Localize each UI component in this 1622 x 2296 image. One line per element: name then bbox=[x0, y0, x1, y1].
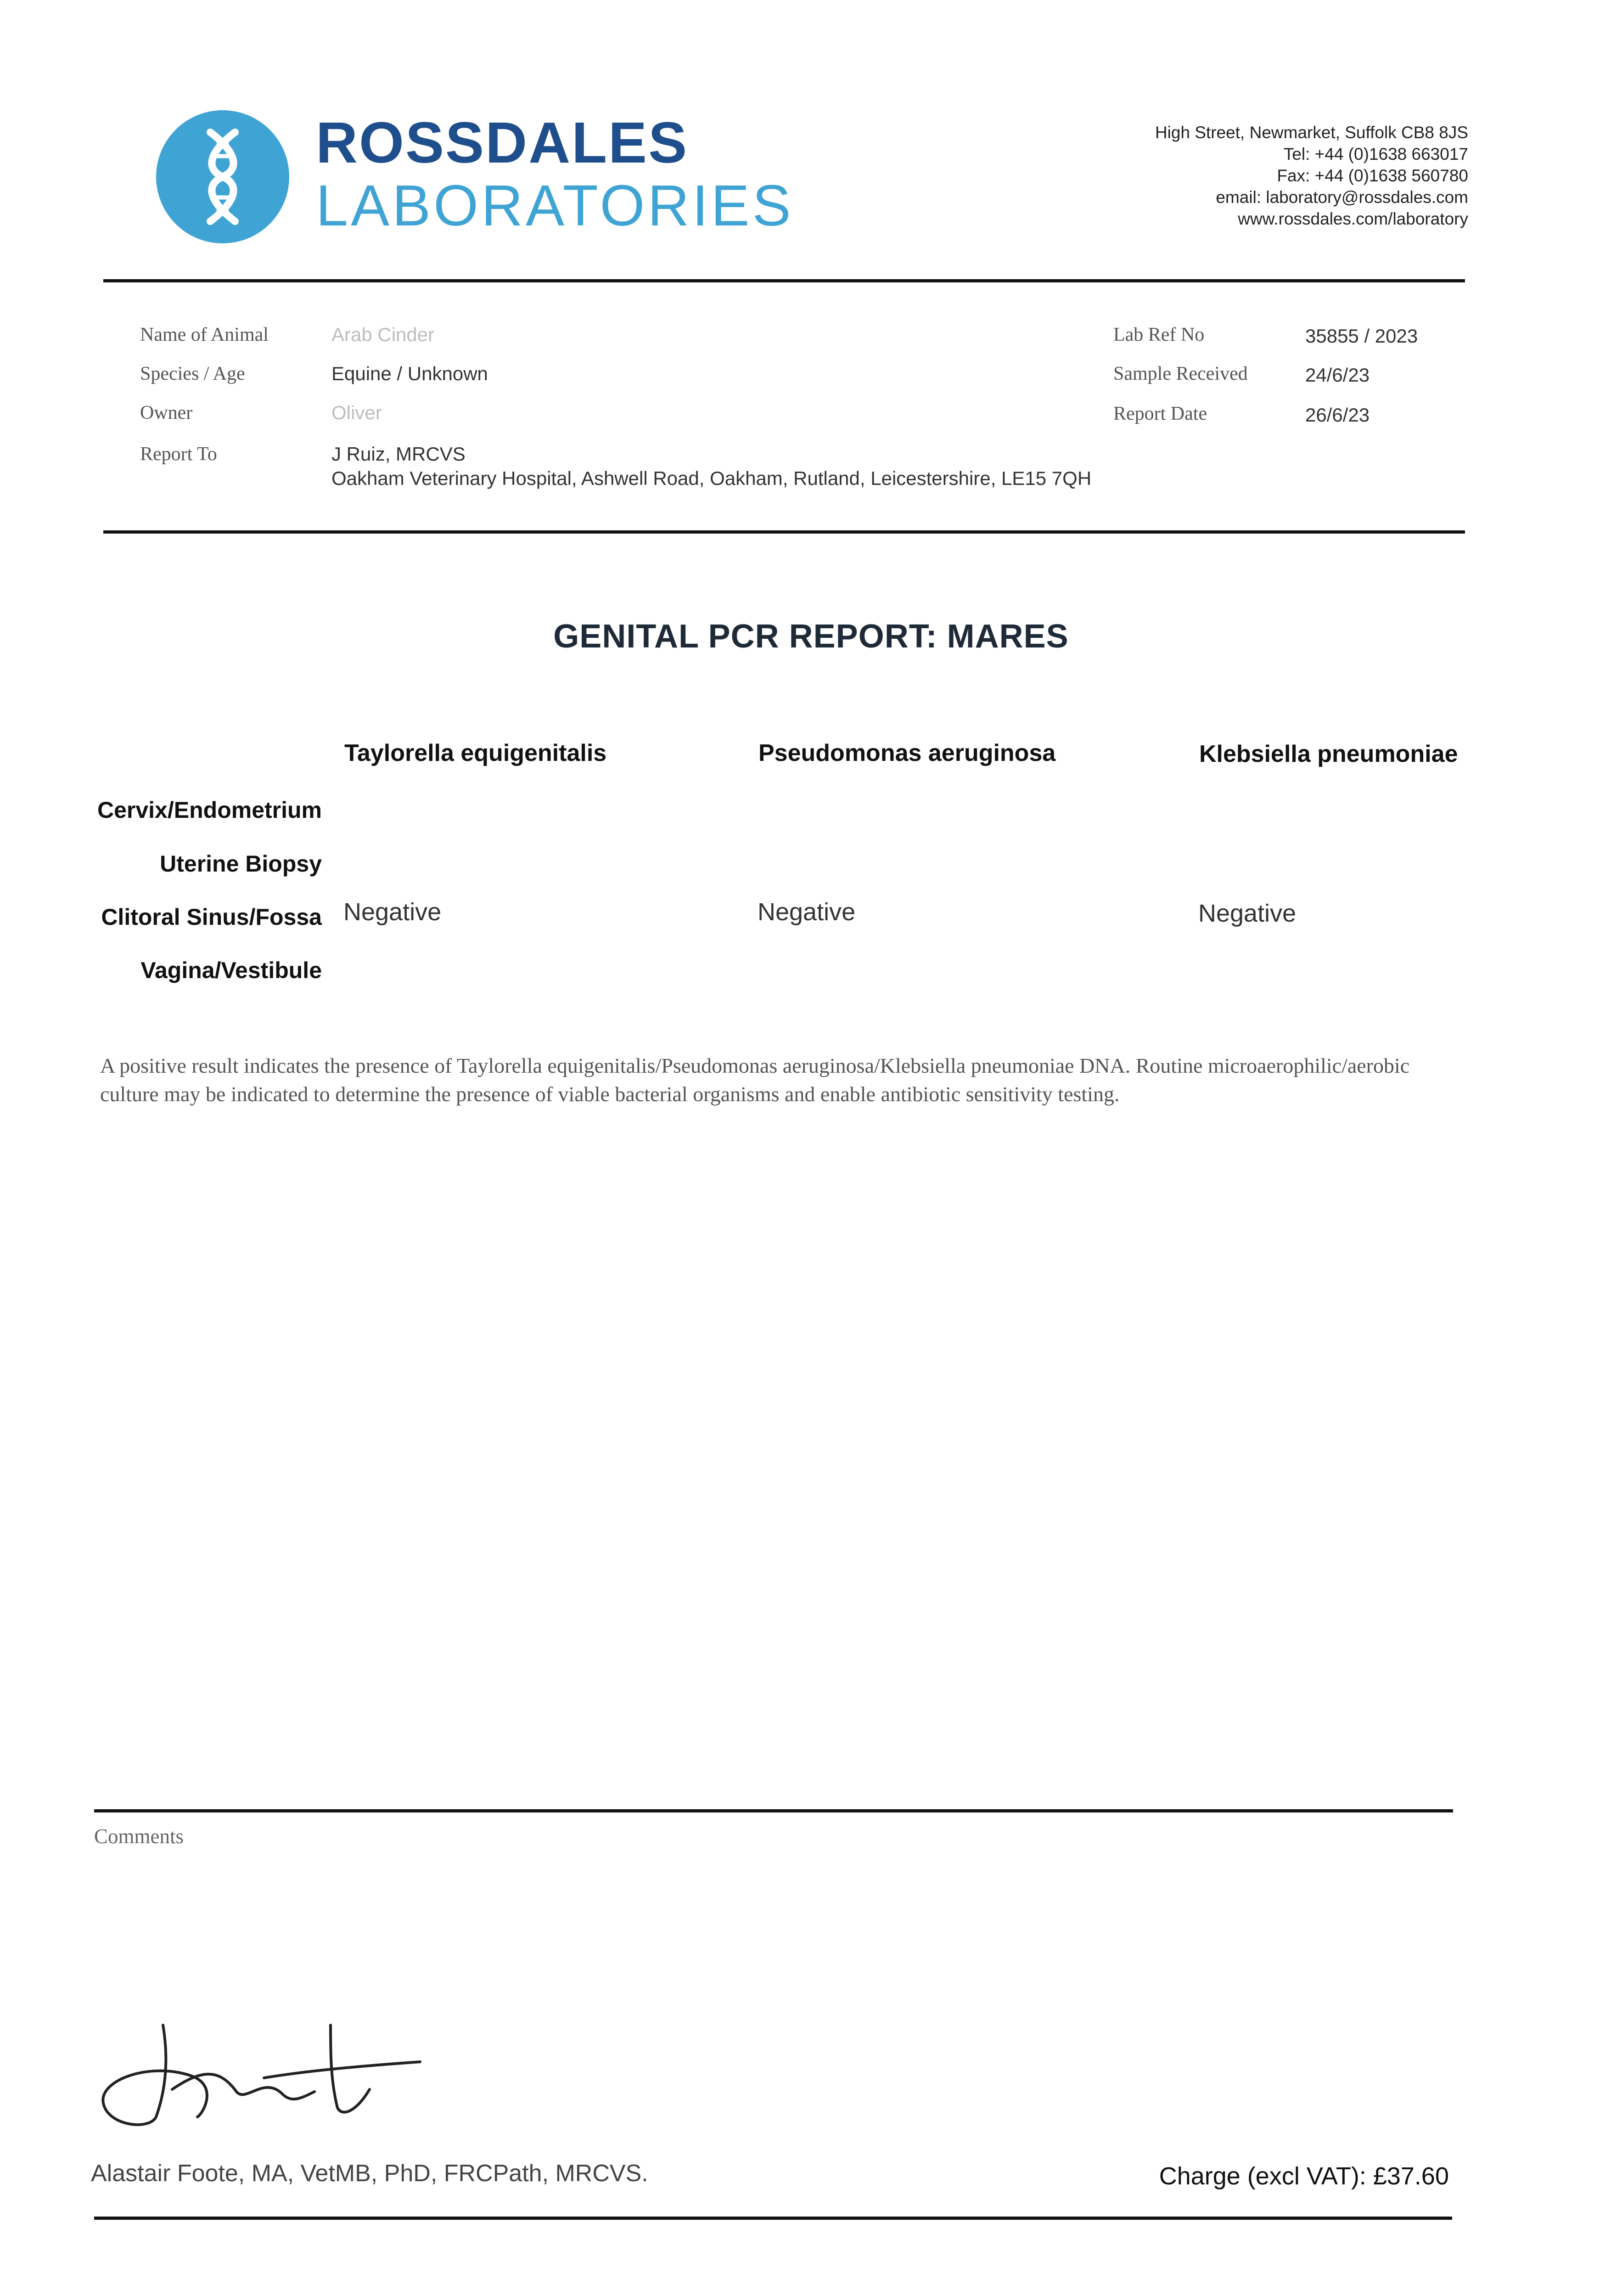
owner-label: Owner bbox=[140, 402, 193, 423]
report-to-address: Oakham Veterinary Hospital, Ashwell Road, Oakham, Rutland, Leicestershire, LE15 7QH bbox=[331, 467, 1092, 489]
signatory-name: Alastair Foote, MA, VetMB, PhD, FRCPath, MRCVS. bbox=[91, 2160, 648, 2187]
sample-received-label: Sample Received bbox=[1113, 363, 1248, 384]
dna-helix-graphic bbox=[156, 110, 289, 243]
result-clitoral-pseudomonas: Negative bbox=[758, 898, 856, 926]
report-to-recipient: J Ruiz, MRCVS bbox=[331, 443, 466, 465]
species-age-label: Species / Age bbox=[140, 363, 245, 384]
sample-received-value: 24/6/23 bbox=[1305, 364, 1370, 386]
column-header-klebsiella: Klebsiella pneumoniae bbox=[1199, 741, 1458, 767]
details-divider bbox=[103, 530, 1465, 534]
comments-label: Comments bbox=[94, 1825, 184, 1848]
column-header-pseudomonas: Pseudomonas aeruginosa bbox=[758, 740, 1056, 766]
lab-contact-block bbox=[1055, 122, 1468, 230]
row-label-vagina-vestibule: Vagina/Vestibule bbox=[140, 957, 322, 983]
lab-ref-value: 35855 / 2023 bbox=[1305, 325, 1418, 347]
result-clitoral-taylorella: Negative bbox=[343, 898, 442, 926]
lab-tel: Tel: +44 (0)1638 663017 bbox=[1283, 145, 1468, 163]
row-label-cervix-endometrium: Cervix/Endometrium bbox=[97, 797, 322, 823]
report-date-label: Report Date bbox=[1113, 403, 1207, 424]
dna-helix-icon bbox=[156, 110, 289, 243]
result-clitoral-klebsiella: Negative bbox=[1198, 900, 1296, 927]
report-title: GENITAL PCR REPORT: MARES bbox=[553, 618, 1069, 655]
name-of-animal-label: Name of Animal bbox=[140, 324, 269, 345]
comments-divider bbox=[94, 1809, 1453, 1812]
interpretation-note: A positive result indicates the presence of Taylorella equigenitalis/Pseudomonas aeruginosa/Klebsiella pneumoniae DNA. Routine microaerophilic/aerobic culture may be indicated to determine the presence of viable bacterial organisms and enable antibiotic sensitivity testing. bbox=[100, 1054, 1410, 1106]
lab-ref-label: Lab Ref No bbox=[1113, 324, 1205, 345]
name-of-animal-value: Arab Cinder bbox=[331, 324, 435, 345]
lab-website: www.rossdales.com/laboratory bbox=[1238, 209, 1468, 228]
row-label-clitoral-sinus-fossa: Clitoral Sinus/Fossa bbox=[101, 904, 322, 930]
species-age-value: Equine / Unknown bbox=[331, 363, 488, 384]
lab-address: High Street, Newmarket, Suffolk CB8 8JS bbox=[1155, 123, 1468, 142]
row-label-uterine-biopsy: Uterine Biopsy bbox=[160, 851, 322, 877]
owner-value: Oliver bbox=[331, 402, 382, 423]
handwritten-signature bbox=[99, 2011, 429, 2140]
header-divider bbox=[103, 279, 1465, 282]
brand-name-line2: LABORATORIES bbox=[316, 173, 794, 238]
report-to-label: Report To bbox=[140, 444, 217, 465]
report-date-value: 26/6/23 bbox=[1305, 404, 1370, 426]
brand-name-line1: ROSSDALES bbox=[316, 110, 689, 175]
lab-email: email: laboratory@rossdales.com bbox=[1216, 188, 1468, 207]
charge-amount: Charge (excl VAT): £37.60 bbox=[1159, 2162, 1449, 2190]
column-header-taylorella: Taylorella equigenitalis bbox=[344, 740, 607, 766]
lab-fax: Fax: +44 (0)1638 560780 bbox=[1277, 166, 1468, 185]
footer-divider bbox=[94, 2217, 1452, 2220]
